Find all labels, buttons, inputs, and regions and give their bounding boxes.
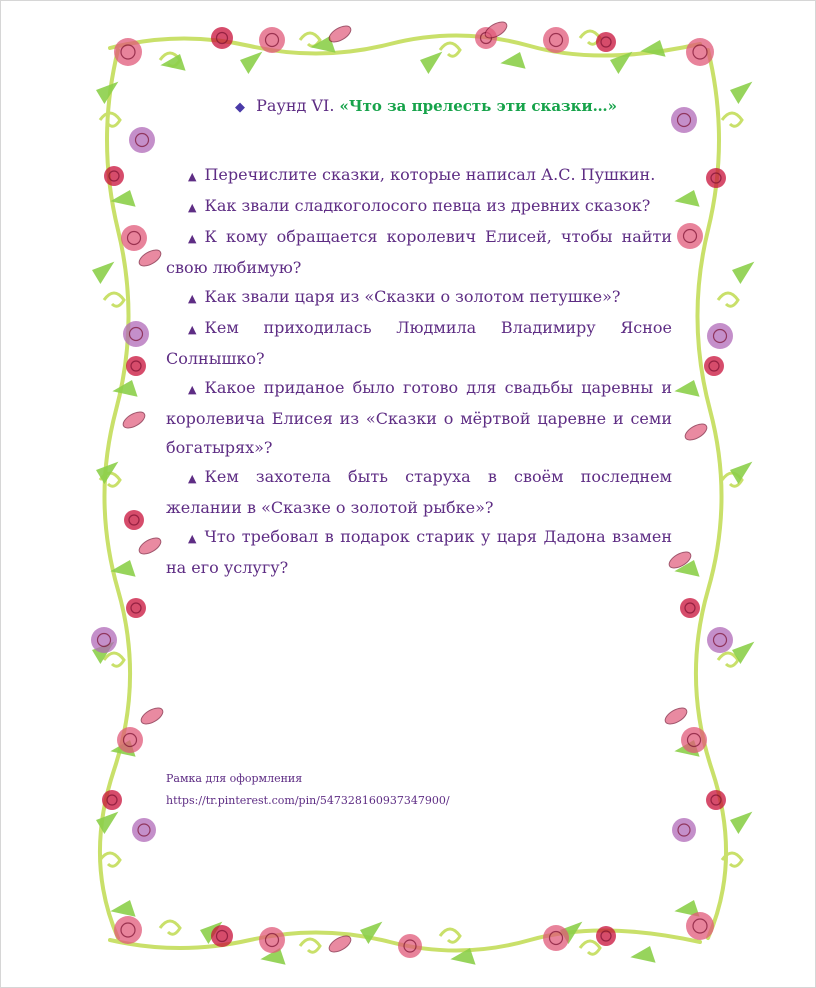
leaf-shape <box>674 380 699 397</box>
rose-flower-icon <box>543 925 569 951</box>
rose-flower-icon <box>398 934 422 958</box>
rose-flower-icon <box>706 790 726 810</box>
rose-flower-icon <box>707 627 733 653</box>
question-item: ▲ Что требовал в подарок старик у царя Дадона взамен на его услугу? <box>166 522 672 582</box>
arrow-bullet-icon: ▲ <box>188 201 197 214</box>
question-item: ▲ Как звали царя из «Сказки о золотом петушке»? <box>166 282 672 313</box>
vine-curl <box>580 941 600 954</box>
vine-curl <box>722 113 742 126</box>
rose-flower-icon <box>543 27 569 53</box>
diamond-bullet-icon: ◆ <box>235 100 246 115</box>
leaf-shape <box>92 262 114 284</box>
rose-flower-icon <box>117 727 143 753</box>
question-item: ▲ К кому обращается королевич Елисей, чтобы найти свою любимую? <box>166 222 672 282</box>
arrow-bullet-icon: ▲ <box>188 532 197 545</box>
arrow-bullet-icon: ▲ <box>188 472 197 485</box>
vine-curl <box>718 293 738 306</box>
rose-flower-icon <box>681 727 707 753</box>
leaf-shape <box>500 52 525 69</box>
question-list <box>166 160 672 582</box>
rose-flower-icon <box>129 127 155 153</box>
rose-flower-icon <box>123 321 149 347</box>
arrow-bullet-icon: ▲ <box>188 170 197 183</box>
round-title: «Что за прелесть эти сказки…» <box>339 97 617 115</box>
round-heading <box>180 88 672 126</box>
rose-bud-icon <box>663 705 690 727</box>
rose-flower-icon <box>596 32 616 52</box>
rose-flower-icon <box>680 598 700 618</box>
vine-curl <box>104 653 124 666</box>
document-body <box>166 88 672 582</box>
leaf-shape <box>420 52 442 74</box>
arrow-bullet-icon: ▲ <box>188 292 197 305</box>
arrow-bullet-icon: ▲ <box>188 383 197 396</box>
vine-curl <box>440 43 460 56</box>
rose-flower-icon <box>671 107 697 133</box>
rose-flower-icon <box>686 38 714 66</box>
question-item: ▲ Как звали сладкоголосого певца из древних сказок? <box>166 191 672 222</box>
vine-curl <box>440 929 460 942</box>
round-label: Раунд VI. <box>256 96 335 115</box>
vine-curl <box>100 853 120 866</box>
rose-bud-icon <box>139 705 166 727</box>
rose-flower-icon <box>706 168 726 188</box>
credit-link[interactable]: https://tr.pinterest.com/pin/547328160937347900/ <box>166 794 450 807</box>
question-item: ▲ Какое приданое было готово для свадьбы царевны и королевича Елисея из «Сказки о мёртвой царевне и семи богатырях»? <box>166 373 672 462</box>
leaf-shape <box>674 190 699 207</box>
leaf-shape <box>730 82 752 104</box>
leaf-shape <box>732 262 754 284</box>
frame-credit <box>166 768 450 812</box>
leaf-shape <box>240 52 262 74</box>
rose-flower-icon <box>672 818 696 842</box>
leaf-shape <box>730 812 752 834</box>
rose-bud-icon <box>121 409 148 431</box>
arrow-bullet-icon: ▲ <box>188 232 197 245</box>
leaf-shape <box>630 946 655 963</box>
rose-bud-icon <box>137 247 164 269</box>
leaf-shape <box>110 900 135 917</box>
rose-flower-icon <box>259 927 285 953</box>
vine-curl <box>300 939 320 952</box>
rose-flower-icon <box>132 818 156 842</box>
leaf-shape <box>112 380 137 397</box>
rose-flower-icon <box>677 223 703 249</box>
rose-flower-icon <box>104 166 124 186</box>
rose-flower-icon <box>211 27 233 49</box>
question-item: ▲ Кем приходилась Людмила Владимиру Ясное Солнышко? <box>166 313 672 373</box>
leaf-shape <box>732 642 754 664</box>
rose-flower-icon <box>126 356 146 376</box>
rose-flower-icon <box>704 356 724 376</box>
rose-flower-icon <box>91 627 117 653</box>
arrow-bullet-icon: ▲ <box>188 323 197 336</box>
question-item: ▲ Перечислите сказки, которые написал А.С. Пушкин. <box>166 160 672 191</box>
rose-flower-icon <box>124 510 144 530</box>
rose-flower-icon <box>126 598 146 618</box>
rose-flower-icon <box>114 916 142 944</box>
vine-curl <box>104 293 124 306</box>
rose-flower-icon <box>102 790 122 810</box>
vine-curl <box>160 921 180 934</box>
rose-flower-icon <box>596 926 616 946</box>
credit-label: Рамка для оформления <box>166 772 303 785</box>
rose-flower-icon <box>211 925 233 947</box>
rose-flower-icon <box>259 27 285 53</box>
rose-flower-icon <box>121 225 147 251</box>
rose-flower-icon <box>707 323 733 349</box>
rose-bud-icon <box>683 421 710 443</box>
rose-bud-icon <box>137 535 164 557</box>
rose-flower-icon <box>686 912 714 940</box>
vine-curl <box>100 113 120 126</box>
rose-flower-icon <box>114 38 142 66</box>
question-item: ▲ Кем захотела быть старуха в своём последнем желании в «Сказке о золотой рыбке»? <box>166 462 672 522</box>
